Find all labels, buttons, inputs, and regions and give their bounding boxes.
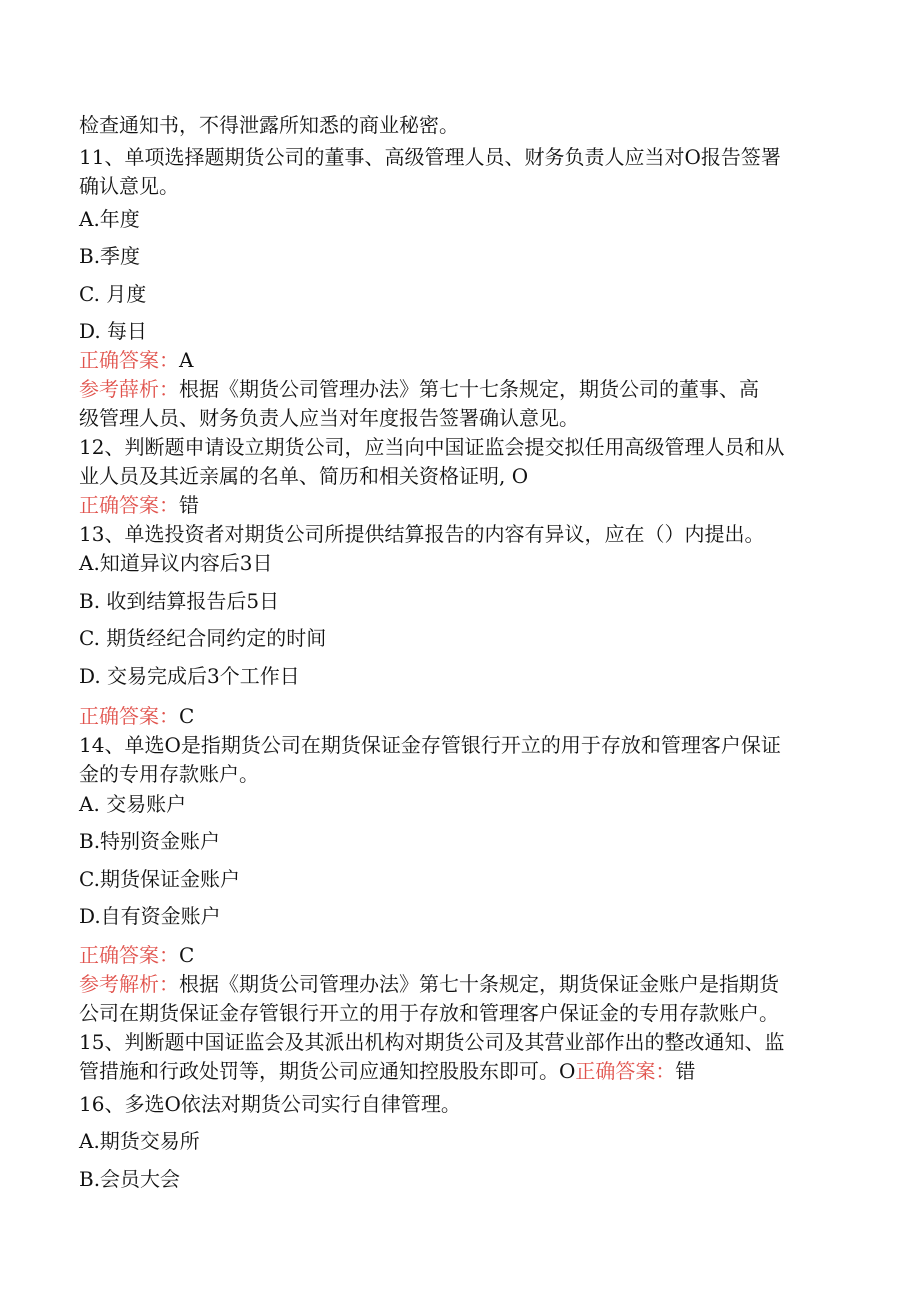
analysis-label: 参考解析： — [79, 972, 179, 996]
analysis-line — [79, 970, 779, 998]
option-a: A.年度 — [79, 207, 140, 231]
question-14: 14、单选O是指期货公司在期货保证金存管银行开立的用于存放和管理客户保证 — [79, 733, 781, 757]
question-text: 管措施和行政处罚等，期货公司应通知控股股东即可。O — [79, 1059, 576, 1083]
option-b: B.会员大会 — [79, 1167, 181, 1191]
option-b: B.特别资金账户 — [79, 829, 221, 853]
question-11: 11、单项选择题期货公司的董事、高级管理人员、财务负责人应当对O报告签署 — [79, 145, 781, 169]
option-d: D.自有资金账户 — [79, 904, 221, 928]
text-line: 检查通知书，不得泄露所知悉的商业秘密。 — [79, 113, 459, 137]
answer-line — [79, 491, 199, 519]
answer-line — [79, 702, 194, 730]
question-13: 13、单选投资者对期货公司所提供结算报告的内容有异议，应在（）内提出。 — [79, 522, 765, 546]
option-d: D. 每日 — [79, 319, 148, 343]
option-b: B. 收到结算报告后5日 — [79, 589, 280, 613]
option-c: C.期货保证金账户 — [79, 867, 240, 891]
answer-value: 错 — [179, 493, 199, 517]
answer-value: C — [179, 943, 195, 967]
question-15: 15、判断题中国证监会及其派出机构对期货公司及其营业部作出的整改通知、监 — [79, 1030, 785, 1054]
text-line: 公司在期货保证金存管银行开立的用于存放和管理客户保证金的专用存款账户。 — [79, 1001, 779, 1025]
answer-line — [79, 346, 193, 374]
answer-value: A — [179, 348, 194, 372]
option-a: A.期货交易所 — [79, 1129, 200, 1153]
option-b: B.季度 — [79, 244, 141, 268]
answer-label: 正确答案： — [79, 493, 179, 517]
answer-line — [79, 1057, 695, 1085]
answer-value: 错 — [675, 1059, 696, 1083]
option-a: A.知道异议内容后3日 — [79, 551, 273, 575]
text-line: 级管理人员、财务负责人应当对年度报告签署确认意见。 — [79, 406, 579, 430]
option-c: C. 期货经纪合同约定的时间 — [79, 626, 327, 650]
answer-value: C — [179, 704, 195, 728]
answer-line — [79, 941, 194, 969]
answer-label: 正确答案： — [79, 348, 179, 372]
analysis-text: 根据《期货公司管理办法》第七十七条规定，期货公司的董事、高 — [179, 377, 759, 401]
answer-label: 正确答案： — [575, 1059, 676, 1083]
text-line: 金的专用存款账户。 — [79, 762, 259, 786]
option-a: A. 交易账户 — [79, 792, 187, 816]
analysis-line — [79, 375, 759, 403]
text-line: 确认意见。 — [79, 174, 179, 198]
analysis-text: 根据《期货公司管理办法》第七十条规定，期货保证金账户是指期货 — [179, 972, 779, 996]
question-16: 16、多选O依法对期货公司实行自律管理。 — [79, 1092, 461, 1116]
question-12: 12、判断题申请设立期货公司，应当向中国证监会提交拟任用高级管理人员和从 — [79, 435, 785, 459]
analysis-label: 参考薛析： — [79, 377, 179, 401]
option-d: D. 交易完成后3个工作日 — [79, 664, 300, 688]
text-line: 业人员及其近亲属的名单、简历和相关资格证明, O — [79, 464, 529, 488]
answer-label: 正确答案： — [79, 943, 179, 967]
option-c: C. 月度 — [79, 282, 147, 306]
answer-label: 正确答案： — [79, 704, 179, 728]
